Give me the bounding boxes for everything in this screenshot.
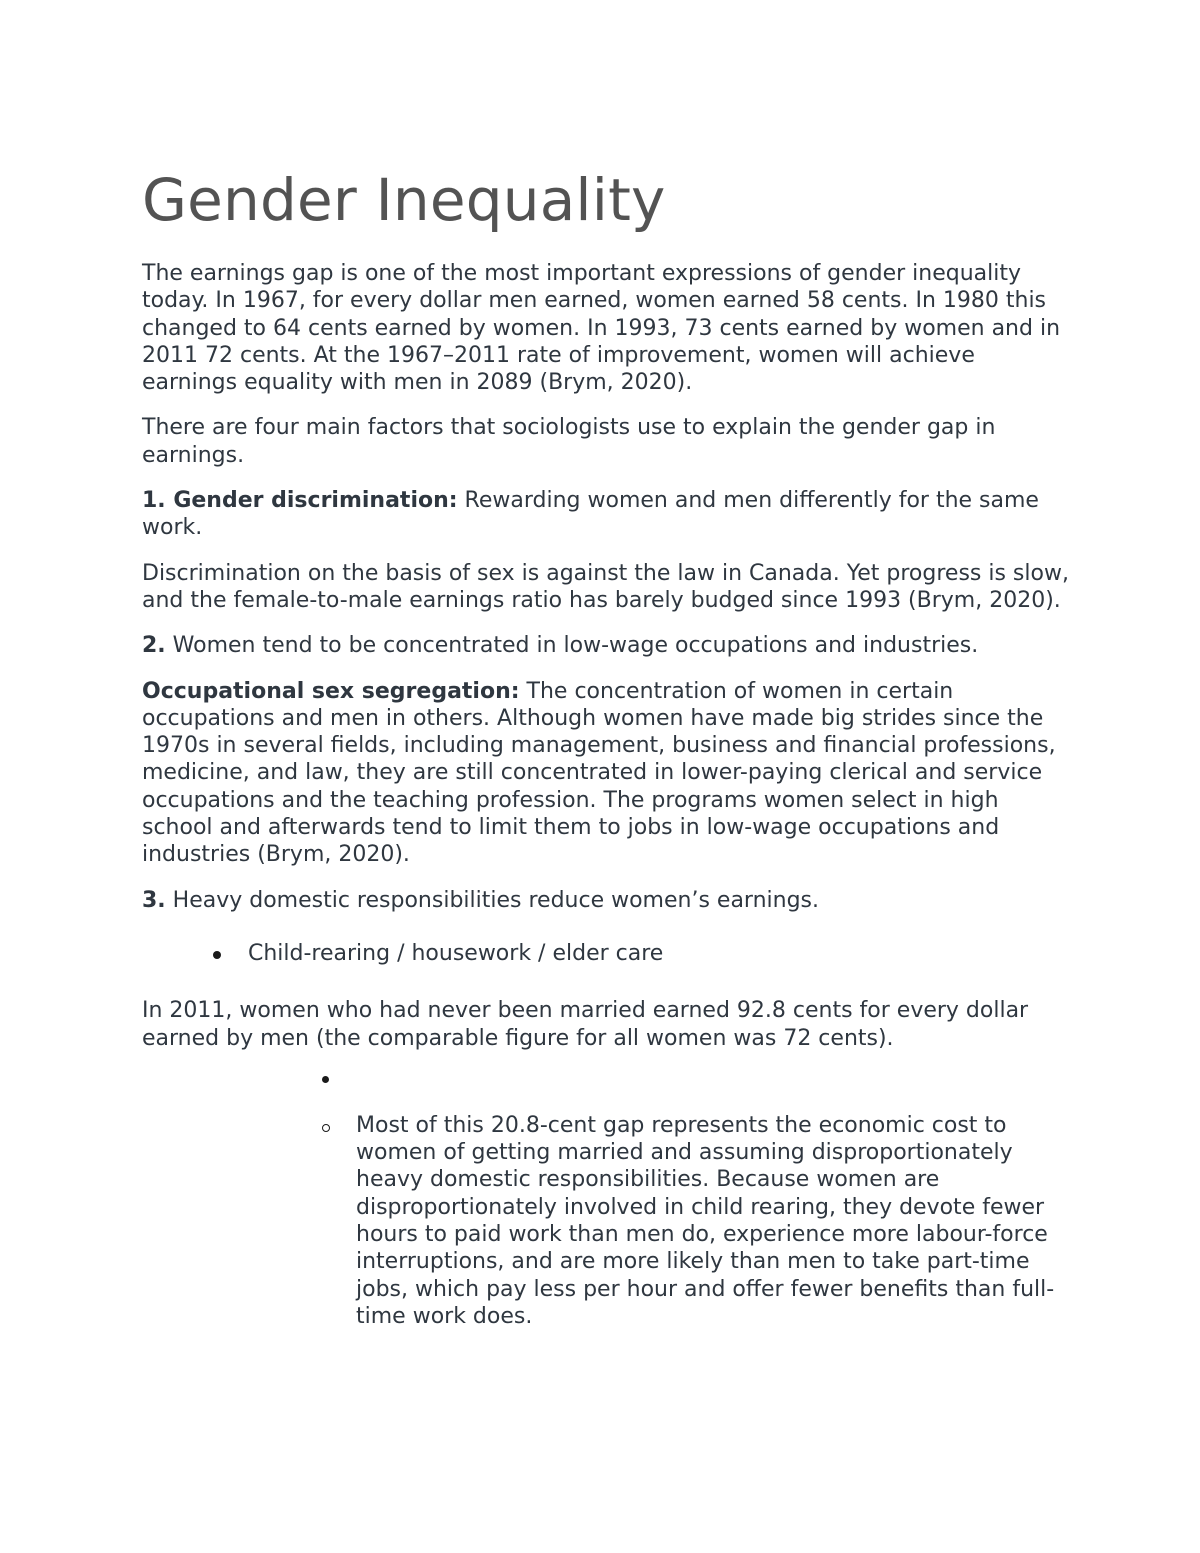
intro-paragraph: The earnings gap is one of the most important expressions of gender inequality today. In 1967, for every dollar men earned, women earned 58 cents. In 1980 this changed to 64 cents earned by women. In 1993, 73 cents earned by women and in 2011 72 cents. At the 1967–2011 rate of improvement, women will achieve earnings equality with men in 2089 (Brym, 2020). [142,261,1061,396]
segregation-text: The concentration of women in certain occupations and men in others. Although women have made big strides since the 1970s in several fields, including management, business and financial professions, medicine, and law, they are still concentrated in lower-paying clerical and service occupations and the teaching profession. The programs women select in high school and afterwards tend to limit them to jobs in low-wage occupations and industries (Brym, 2020). [142,678,1056,868]
discrimination-paragraph: Discrimination on the basis of sex is against the law in Canada. Yet progress is slow, and the female-to-male earnings ratio has barely budged since 1993 (Brym, 2020). [142,560,1069,613]
bullet-1-text: Child-rearing / housework / elder care [248,940,664,966]
factor-2-paragraph [142,632,1072,659]
list-item [142,940,1072,967]
segregation-label: Occupational sex segregation: [142,678,520,704]
document-title: Gender Inequality [142,166,666,234]
factor-3-label: 3. [142,887,166,913]
bullet-icon [213,951,221,959]
segregation-paragraph [142,678,1072,869]
factor-3-paragraph [142,887,1072,914]
document-page [142,160,1072,1330]
empty-list-item [142,1064,1072,1091]
factor-3-text: Heavy domestic responsibilities reduce women’s earnings. [165,887,820,913]
factor-2-text: Women tend to be concentrated in low-wage occupations and industries. [165,633,979,659]
factor-1-text: Rewarding women and men differently for the same work. [142,488,1039,541]
hollow-bullet-icon [322,1124,330,1132]
married-paragraph: In 2011, women who had never been married earned 92.8 cents for every dollar earned by men (the comparable figure for all women was 72 cents). [142,998,1029,1051]
factor-1-paragraph [142,487,1072,542]
bullet-list [142,940,1072,967]
sub-list-item [142,1112,1072,1330]
factor-1-label: 1. Gender discrimination: [142,488,458,514]
sub-bullet-text: Most of this 20.8-cent gap represents the economic cost to women of getting married and assuming disproportionately heavy domestic responsibilities. Because women are disproportionately involved in child rearing, they devote fewer hours to paid work than men do, experience more labour-force interruptions, and are more likely than men to take part-time jobs, which pay less per hour and offer fewer benefits than full-time work does. [356,1112,1055,1329]
factor-2-label: 2. [142,633,166,659]
bullet-icon [322,1076,329,1083]
factors-intro-paragraph: There are four main factors that sociologists use to explain the gender gap in earnings. [142,415,996,468]
